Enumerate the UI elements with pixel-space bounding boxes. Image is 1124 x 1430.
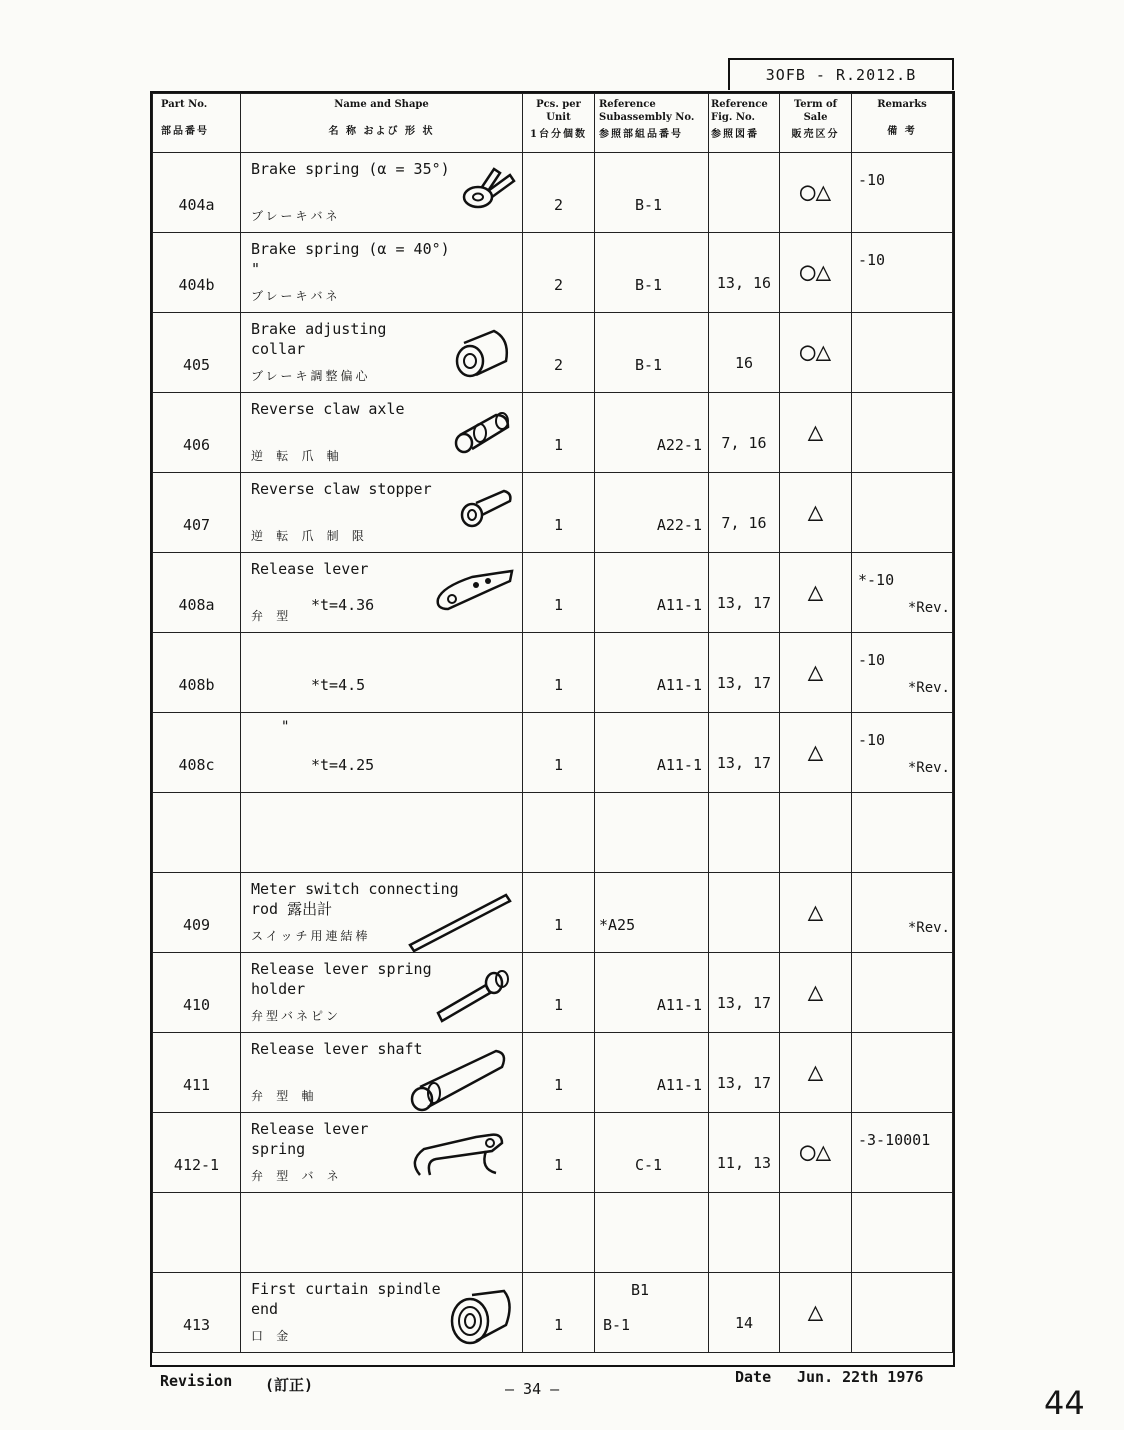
remarks-cell (852, 473, 953, 553)
document-reference: 3OFB - R.2012.B (728, 58, 954, 90)
fig-cell (709, 153, 780, 233)
subassembly-cell (595, 153, 709, 233)
header-name-shape: Name and Shape 名 称 および 形 状 (241, 94, 523, 153)
name-cell (241, 233, 523, 313)
qty-cell (523, 873, 595, 953)
qty-cell (523, 793, 595, 873)
qty-cell (523, 713, 595, 793)
term-cell (780, 233, 852, 313)
part-no: 404b (178, 276, 215, 294)
part-no-cell (153, 553, 241, 633)
subassembly-ref: A11-1 (656, 1076, 702, 1094)
term-cell (780, 793, 852, 873)
term-cell (780, 1113, 852, 1193)
brake-spring-icon (460, 165, 516, 219)
subassembly-cell (595, 1273, 709, 1353)
revision-mark: *Rev. (907, 920, 950, 936)
subassembly-cell (595, 633, 709, 713)
name-cell (241, 793, 523, 873)
ditto-mark: " (281, 719, 290, 735)
parts-table-frame (150, 91, 955, 1367)
quantity: 2 (553, 196, 564, 214)
revision-mark: *Rev. (907, 600, 950, 616)
term-of-sale-mark: ○△ (799, 337, 832, 367)
table-row (153, 313, 953, 393)
qty-cell (523, 473, 595, 553)
table-row (153, 233, 953, 313)
term-of-sale-mark: △ (807, 657, 824, 687)
term-of-sale-mark: △ (807, 417, 824, 447)
part-no: 411 (182, 1076, 211, 1094)
qty-cell (523, 1193, 595, 1273)
header-pcs: Pcs. per Unit 1台分個数 (523, 94, 595, 153)
fig-cell (709, 313, 780, 393)
fig-cell (709, 1113, 780, 1193)
remarks-cell (852, 1193, 953, 1273)
table-row (153, 873, 953, 953)
table-row (153, 473, 953, 553)
subassembly-ref: A11-1 (656, 596, 702, 614)
quantity: 1 (553, 756, 564, 774)
part-name-jp: 逆 転 爪 制 限 (251, 529, 367, 543)
part-no-cell (153, 713, 241, 793)
name-cell (241, 1273, 523, 1353)
part-name-jp: 弁 型 (251, 609, 292, 623)
figure-ref: 13, 16 (716, 274, 772, 292)
part-no: 408b (178, 676, 215, 694)
footer-revision-jp: (訂正) (265, 1376, 314, 1394)
subassembly-ref: B-1 (635, 276, 663, 294)
table-row (153, 953, 953, 1033)
quantity: 1 (553, 676, 564, 694)
qty-cell (523, 1033, 595, 1113)
term-of-sale-mark: △ (807, 897, 824, 927)
remarks-cell (852, 873, 953, 953)
term-cell (780, 473, 852, 553)
figure-ref: 11, 13 (716, 1154, 772, 1172)
part-no-cell (153, 873, 241, 953)
remarks-cell (852, 1273, 953, 1353)
remarks-cell (852, 953, 953, 1033)
table-row (153, 1193, 953, 1273)
figure-ref: 16 (734, 354, 754, 372)
term-of-sale-mark: △ (807, 977, 824, 1007)
part-name: Brake adjusting collar (251, 320, 387, 358)
subassembly-ref-top: B1 (631, 1281, 650, 1299)
subassembly-cell (595, 873, 709, 953)
part-name-jp: スイッチ用連結棒 (251, 929, 371, 943)
fig-cell (709, 1193, 780, 1273)
part-no: 405 (182, 356, 211, 374)
qty-cell (523, 153, 595, 233)
qty-cell (523, 633, 595, 713)
name-cell (241, 1193, 523, 1273)
part-no-cell (153, 1113, 241, 1193)
figure-ref: 14 (734, 1314, 754, 1332)
name-cell (241, 553, 523, 633)
table-row (153, 393, 953, 473)
qty-cell (523, 553, 595, 633)
figure-ref: 13, 17 (716, 1074, 772, 1092)
table-row (153, 793, 953, 873)
subassembly-ref: B-1 (635, 196, 663, 214)
part-no-cell (153, 633, 241, 713)
part-no-cell (153, 473, 241, 553)
figure-ref: 13, 17 (716, 754, 772, 772)
remarks-cell (852, 633, 953, 713)
term-cell (780, 713, 852, 793)
footer-revision: Revision (160, 1372, 233, 1390)
figure-ref: 7, 16 (721, 514, 767, 532)
subassembly-cell (595, 1193, 709, 1273)
name-cell (241, 1033, 523, 1113)
table-row (153, 153, 953, 233)
subassembly-cell (595, 393, 709, 473)
name-cell (241, 1113, 523, 1193)
spring-icon (406, 1125, 516, 1193)
subassembly-cell (595, 953, 709, 1033)
figure-ref: 7, 16 (721, 434, 767, 452)
term-cell (780, 873, 852, 953)
pin-icon (432, 965, 516, 1029)
quantity: 1 (553, 1156, 564, 1174)
subassembly-cell (595, 1113, 709, 1193)
subassembly-ref: A22-1 (656, 516, 702, 534)
subassembly-ref: B-1 (603, 1316, 631, 1334)
remark: -10 (858, 651, 886, 669)
fig-cell (709, 233, 780, 313)
part-no-cell (153, 1193, 241, 1273)
term-of-sale-mark: △ (807, 1297, 824, 1327)
remarks-cell (852, 1033, 953, 1113)
table-row (153, 553, 953, 633)
part-no: 407 (182, 516, 211, 534)
quantity: 2 (553, 276, 564, 294)
remark: *-10 (858, 571, 895, 589)
figure-ref: 13, 17 (716, 674, 772, 692)
remarks-cell (852, 233, 953, 313)
name-cell (241, 393, 523, 473)
part-no-cell (153, 313, 241, 393)
quantity: 1 (553, 1076, 564, 1094)
remark: -3-10001 (858, 1131, 931, 1149)
term-cell (780, 153, 852, 233)
quantity: 1 (553, 916, 564, 934)
footer-date-label: Date (735, 1368, 772, 1386)
table-row (153, 1033, 953, 1113)
part-no-cell (153, 1273, 241, 1353)
part-no: 412-1 (173, 1156, 220, 1174)
remarks-cell (852, 393, 953, 473)
part-name: Brake spring (α = 35°) (251, 160, 450, 178)
revision-mark: *Rev. (907, 760, 950, 776)
subassembly-ref: A11-1 (656, 676, 702, 694)
part-name: Release lever spring holder (251, 960, 432, 998)
name-cell (241, 953, 523, 1033)
table-row (153, 713, 953, 793)
part-name: Release lever (251, 560, 369, 578)
part-no-cell (153, 953, 241, 1033)
part-no-cell (153, 1033, 241, 1113)
qty-cell (523, 313, 595, 393)
quantity: 1 (553, 516, 564, 534)
term-cell (780, 313, 852, 393)
remarks-cell (852, 793, 953, 873)
term-cell (780, 953, 852, 1033)
term-of-sale-mark: △ (807, 577, 824, 607)
subassembly-cell (595, 793, 709, 873)
part-name: Reverse claw axle (251, 400, 405, 418)
thickness-spec: *t=4.25 (311, 756, 375, 774)
subassembly-ref: B-1 (635, 356, 663, 374)
name-cell (241, 633, 523, 713)
remark: -10 (858, 731, 886, 749)
term-cell (780, 1273, 852, 1353)
subassembly-cell (595, 473, 709, 553)
part-no-cell (153, 793, 241, 873)
rod-icon (406, 885, 516, 959)
handwritten-page-number: 44 (1044, 1384, 1085, 1422)
fig-cell (709, 393, 780, 473)
quantity: 1 (553, 596, 564, 614)
footer-date: Jun. 22th 1976 (797, 1368, 924, 1386)
fig-cell (709, 1273, 780, 1353)
subassembly-cell (595, 553, 709, 633)
table-row (153, 1113, 953, 1193)
subassembly-cell (595, 313, 709, 393)
header-term: Term of Sale 販売区分 (780, 94, 852, 153)
remark: -10 (858, 251, 886, 269)
lever-icon (432, 565, 516, 619)
part-name: Reverse claw stopper (251, 480, 432, 498)
part-name-jp: ブレーキ調整偏心 (251, 369, 371, 383)
shaft-icon (406, 1045, 516, 1119)
quantity: 1 (553, 996, 564, 1014)
fig-cell (709, 713, 780, 793)
term-cell (780, 553, 852, 633)
subassembly-ref: C-1 (635, 1156, 663, 1174)
remarks-cell (852, 1113, 953, 1193)
figure-ref: 13, 17 (716, 594, 772, 612)
part-name: Release lever shaft (251, 1040, 423, 1058)
name-cell (241, 313, 523, 393)
part-name: Release lever spring (251, 1120, 369, 1158)
table-row (153, 633, 953, 713)
part-name-jp: 逆 転 爪 軸 (251, 449, 342, 463)
table-row (153, 1273, 953, 1353)
term-of-sale-mark: △ (807, 737, 824, 767)
fig-cell (709, 793, 780, 873)
qty-cell (523, 233, 595, 313)
subassembly-cell (595, 1033, 709, 1113)
parts-table (152, 93, 953, 1353)
remarks-cell (852, 313, 953, 393)
quantity: 1 (553, 1316, 564, 1334)
subassembly-ref: A11-1 (656, 756, 702, 774)
subassembly-ref: A22-1 (656, 436, 702, 454)
part-name-jp: 弁型バネピン (251, 1009, 342, 1023)
part-name-jp: 口 金 (251, 1329, 292, 1343)
figure-ref: 13, 17 (716, 994, 772, 1012)
part-no: 409 (182, 916, 211, 934)
term-of-sale-mark: ○△ (799, 1137, 832, 1167)
quantity: 2 (553, 356, 564, 374)
part-name: Meter switch connecting rod 露出計 (251, 880, 459, 918)
term-of-sale-mark: △ (807, 1057, 824, 1087)
term-cell (780, 1193, 852, 1273)
term-cell (780, 633, 852, 713)
header-fig: Reference Fig. No. 参照図番 (709, 94, 780, 153)
name-cell (241, 873, 523, 953)
part-name: Brake spring (α = 40°) " (251, 240, 450, 278)
thickness-spec: *t=4.36 (311, 596, 375, 614)
part-no: 408c (178, 756, 215, 774)
fig-cell (709, 1033, 780, 1113)
term-cell (780, 1033, 852, 1113)
fig-cell (709, 553, 780, 633)
part-name-jp: ブレーキバネ (251, 289, 341, 303)
part-no: 408a (178, 596, 215, 614)
spindle-end-icon (446, 1285, 516, 1355)
part-no: 404a (178, 196, 215, 214)
header-subassembly: Reference Subassembly No. 参照部組品番号 (595, 94, 709, 153)
page-number: — 34 — (505, 1380, 560, 1398)
quantity: 1 (553, 436, 564, 454)
qty-cell (523, 953, 595, 1033)
remarks-cell (852, 713, 953, 793)
part-no: 406 (182, 436, 211, 454)
qty-cell (523, 1113, 595, 1193)
header-part-no: Part No. 部品番号 (153, 94, 241, 153)
fig-cell (709, 953, 780, 1033)
fig-cell (709, 873, 780, 953)
name-cell (241, 153, 523, 233)
remarks-cell (852, 153, 953, 233)
subassembly-ref: *A25 (599, 916, 636, 934)
part-name: First curtain spindle end (251, 1280, 441, 1318)
name-cell (241, 713, 523, 793)
thickness-spec: *t=4.5 (311, 676, 366, 694)
part-no-cell (153, 153, 241, 233)
part-no-cell (153, 233, 241, 313)
part-name-jp: 弁 型 バ ネ (251, 1169, 342, 1183)
part-no: 410 (182, 996, 211, 1014)
part-no-cell (153, 393, 241, 473)
subassembly-cell (595, 233, 709, 313)
subassembly-cell (595, 713, 709, 793)
revision-mark: *Rev. (907, 680, 950, 696)
term-cell (780, 393, 852, 473)
qty-cell (523, 393, 595, 473)
subassembly-ref: A11-1 (656, 996, 702, 1014)
fig-cell (709, 473, 780, 553)
term-of-sale-mark: △ (807, 497, 824, 527)
part-name-jp: 弁 型 軸 (251, 1089, 317, 1103)
term-of-sale-mark: ○△ (799, 257, 832, 287)
axle-icon (450, 405, 516, 459)
part-name-jp: ブレーキバネ (251, 209, 341, 223)
qty-cell (523, 1273, 595, 1353)
remark: -10 (858, 171, 886, 189)
remarks-cell (852, 553, 953, 633)
name-cell (241, 473, 523, 553)
fig-cell (709, 633, 780, 713)
part-no: 413 (182, 1316, 211, 1334)
collar-icon (450, 325, 516, 389)
term-of-sale-mark: ○△ (799, 177, 832, 207)
header-remarks: Remarks 備 考 (852, 94, 953, 153)
stopper-icon (456, 485, 516, 537)
